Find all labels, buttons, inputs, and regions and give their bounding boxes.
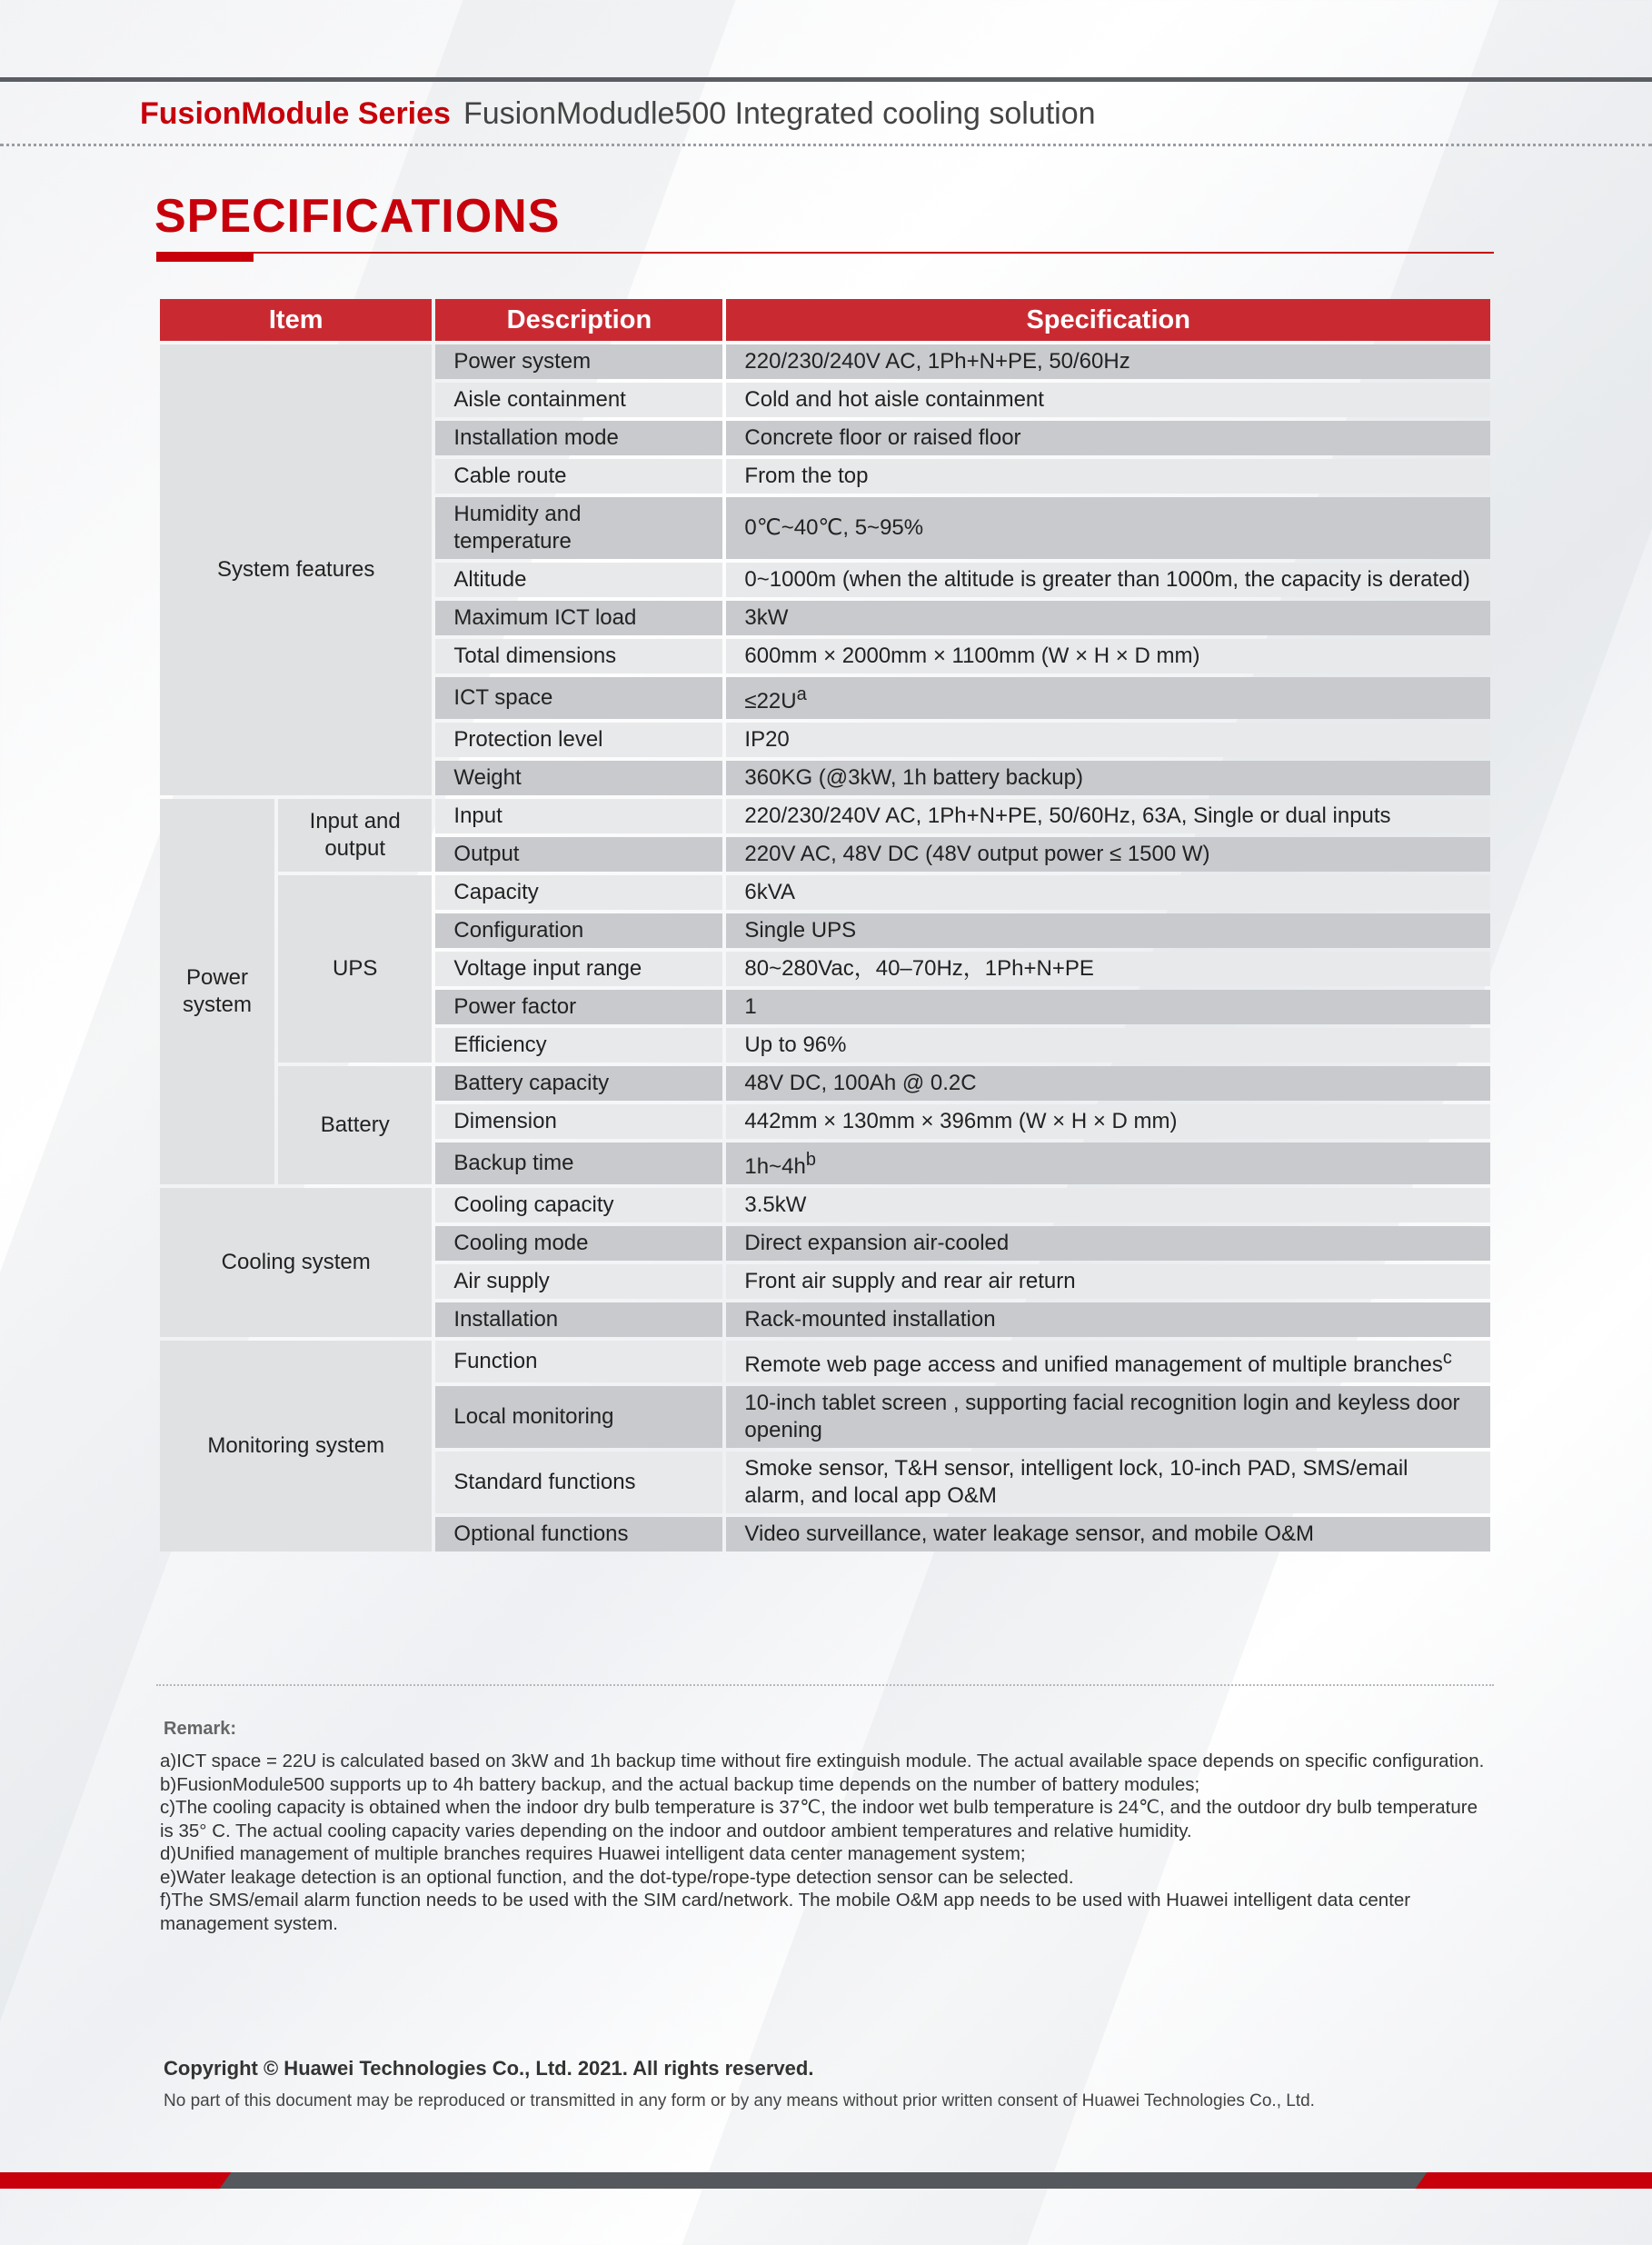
row-description: Optional functions [435,1517,722,1552]
row-specification: 600mm × 2000mm × 1100mm (W × H × D mm) [726,639,1490,674]
row-description: Capacity [435,875,722,910]
row-description: Local monitoring [435,1386,722,1448]
row-specification: Front air supply and rear air return [726,1264,1490,1299]
row-description: Installation mode [435,421,722,455]
specifications-table [156,295,1494,1555]
row-specification: Concrete floor or raised floor [726,421,1490,455]
row-description: Maximum ICT load [435,601,722,635]
series-name: FusionModule Series [140,96,451,131]
remark-item: e)Water leakage detection is an optional function, and the dot-type/rope-type detection sensor can be selected. [160,1866,1074,1888]
row-description: Efficiency [435,1028,722,1063]
row-description: Standard functions [435,1452,722,1513]
row-specification: 0℃~40℃, 5~95% [726,497,1490,559]
row-description: Function [435,1341,722,1382]
subgroup-ups: UPS [278,875,432,1063]
remark-item: b)FusionModule500 supports up to 4h battery backup, and the actual backup time depends on the number of battery modules; [160,1773,1200,1795]
row-description: Weight [435,761,722,795]
subgroup-battery: Battery [278,1066,432,1184]
row-specification [726,1142,1490,1184]
table-row [160,875,1490,910]
table-row [160,1341,1490,1382]
row-description: Power system [435,344,722,379]
copyright-text: Copyright © Huawei Technologies Co., Ltd. 2021. All rights reserved. [164,2057,814,2080]
row-specification: 220/230/240V AC, 1Ph+N+PE, 50/60Hz [726,344,1490,379]
row-specification: 360KG (@3kW, 1h battery backup) [726,761,1490,795]
group-power-system: Power system [160,799,274,1184]
row-description: Aisle containment [435,383,722,417]
remark-heading: Remark: [164,1719,237,1739]
row-specification: 3.5kW [726,1188,1490,1222]
table-row [160,1066,1490,1101]
remark-list [160,1750,1496,1935]
row-description: ICT space [435,677,722,719]
remark-item: a)ICT space = 22U is calculated based on 3kW and 1h backup time without fire extinguish module. The actual available space depends on specific configuration. [160,1751,1485,1771]
footnote-marker: b [805,1150,816,1170]
row-specification: 80~280Vac，40–70Hz，1Ph+N+PE [726,952,1490,986]
row-specification: 6kVA [726,875,1490,910]
row-description: Protection level [435,723,722,757]
row-description: Cooling mode [435,1226,722,1261]
spec-text: ≤22U [744,689,797,713]
row-specification: Up to 96% [726,1028,1490,1063]
row-description: Backup time [435,1142,722,1184]
row-description: Altitude [435,563,722,597]
row-description: Total dimensions [435,639,722,674]
table-row [160,799,1490,833]
column-header-specification: Specification [726,299,1490,341]
row-specification: From the top [726,459,1490,494]
row-description: Cable route [435,459,722,494]
document-header [140,96,1096,132]
footer-red-bar-left [0,2172,223,2189]
row-description: Configuration [435,913,722,948]
row-description: Input [435,799,722,833]
row-specification: Single UPS [726,913,1490,948]
top-rule [0,77,1652,82]
row-specification: 0~1000m (when the altitude is greater than 1000m, the capacity is derated) [726,563,1490,597]
row-specification: IP20 [726,723,1490,757]
row-specification: 1 [726,990,1490,1024]
column-header-item: Item [160,299,432,341]
row-description: Cooling capacity [435,1188,722,1222]
row-description: Air supply [435,1264,722,1299]
table-row [160,344,1490,379]
remark-item: f)The SMS/email alarm function needs to be used with the SIM card/network. The mobile O&M app needs to be used with Huawei intelligent data center management system. [160,1890,1411,1934]
row-specification: Smoke sensor, T&H sensor, intelligent lock, 10-inch PAD, SMS/email alarm, and local app O&M [726,1452,1490,1513]
title-accent-bar [156,254,254,262]
row-description: Voltage input range [435,952,722,986]
group-cooling-system: Cooling system [160,1188,432,1337]
remark-item: d)Unified management of multiple branches requires Huawei intelligent data center management system; [160,1843,1026,1864]
table-row [160,1188,1490,1222]
row-specification: Rack-mounted installation [726,1302,1490,1337]
row-specification: 3kW [726,601,1490,635]
row-description: Battery capacity [435,1066,722,1101]
legal-notice: No part of this document may be reproduced or transmitted in any form or by any means without prior written consent of Huawei Technologies Co., Ltd. [164,2091,1315,2110]
row-description: Dimension [435,1104,722,1139]
row-specification: 442mm × 130mm × 396mm (W × H × D mm) [726,1104,1490,1139]
row-description: Power factor [435,990,722,1024]
group-monitoring-system: Monitoring system [160,1341,432,1552]
page-title: SPECIFICATIONS [154,190,561,243]
row-specification: 48V DC, 100Ah @ 0.2C [726,1066,1490,1101]
row-specification: 220/230/240V AC, 1Ph+N+PE, 50/60Hz, 63A, Single or dual inputs [726,799,1490,833]
row-specification [726,1341,1490,1382]
column-header-description: Description [435,299,722,341]
row-specification [726,677,1490,719]
footer-red-bar-right [1432,2172,1652,2189]
product-subtitle: FusionModudle500 Integrated cooling solution [463,96,1096,131]
footnote-marker: c [1442,1348,1452,1368]
row-specification: Cold and hot aisle containment [726,383,1490,417]
row-description: Humidity and temperature [435,497,722,559]
spec-text: Remote web page access and unified management of multiple branches [744,1352,1443,1377]
row-specification: Video surveillance, water leakage sensor, and mobile O&M [726,1517,1490,1552]
table-bottom-divider [156,1684,1494,1686]
row-specification: 10-inch tablet screen , supporting facial recognition login and keyless door opening [726,1386,1490,1448]
subgroup-input-output: Input and output [278,799,432,872]
table-header-row [160,299,1490,341]
header-divider [0,144,1652,146]
row-description: Installation [435,1302,722,1337]
group-system-features: System features [160,344,432,795]
spec-text: 1h~4h [744,1154,806,1179]
row-specification: Direct expansion air-cooled [726,1226,1490,1261]
title-underline [156,252,1494,254]
row-specification: 220V AC, 48V DC (48V output power ≤ 1500 W) [726,837,1490,872]
remark-item: c)The cooling capacity is obtained when the indoor dry bulb temperature is 37℃, the indoor wet bulb temperature is 24℃, and the outdoor dry bulb temperature is 35° C. The actual cooling capacity varies depending on the indoor and outdoor ambient temperatures and relative humidity. [160,1797,1478,1841]
footer-dark-bar [220,2172,1436,2189]
footnote-marker: a [796,684,807,704]
row-description: Output [435,837,722,872]
